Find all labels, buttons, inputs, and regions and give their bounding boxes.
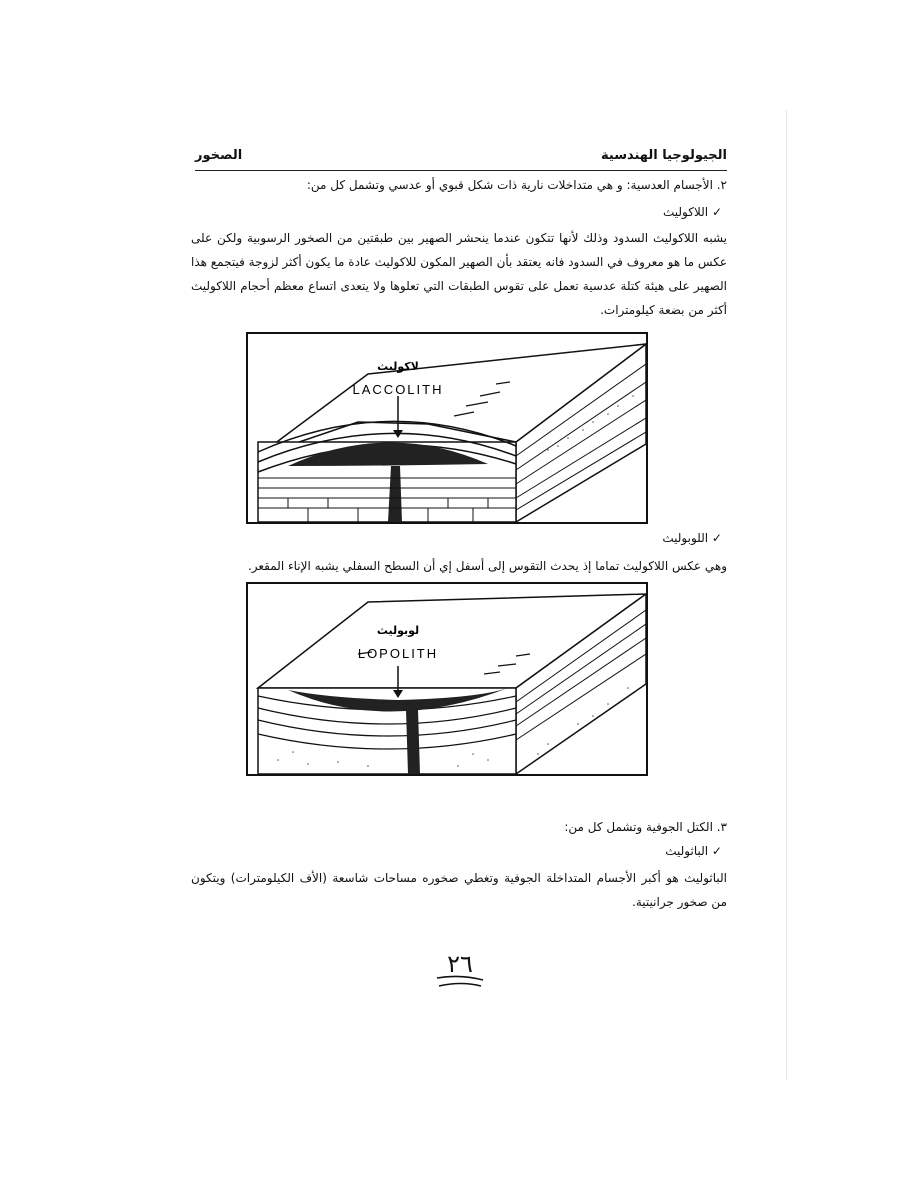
lopolith-text: وهي عكس اللاكوليث تماما إذ يحدث التقوس إلى أسفل إي أن السطح السفلي يشبه الإناء المقعر. (247, 559, 727, 573)
laccolith-paragraph: يشبه اللاكوليث السدود وذلك لأنها تتكون عندما ينحشر الصهير بين طبقتين من الصخور الرسوبية ولكن على عكس ما هو معروف في السدود فانه يعتقد بأن الصهير المكون للاكوليث عادة ما يكون أكثر لزوجة فيتجمع هذا الصهير على هيئة كتلة عدسية تعمل على تقوس الطبقات التي تعلوها ولا يتعدى اتساع معظم أحجام اللاكوليث أكثر من بضعة كيلومترات. (191, 231, 727, 317)
section2-heading: ٢. الأجسام العدسية: و هي متداخلات نارية ذات شكل قبوي أو عدسي وتشمل كل من: (306, 178, 727, 192)
lopolith-figure (246, 582, 648, 776)
laccolith-figure (246, 332, 648, 524)
lopolith-item: ✓ اللوبوليث (662, 531, 722, 545)
section3-heading: ٣. الكتل الجوفية وتشمل كل من: (564, 820, 727, 834)
lopolith-label-en: LOPOLITH (357, 646, 439, 661)
page-header (195, 148, 727, 171)
laccolith-item: ✓ اللاكوليث (663, 205, 722, 219)
page-number (425, 948, 495, 998)
lopolith-diagram (248, 584, 646, 774)
scan-edge-line (786, 110, 787, 1080)
laccolith-label-ar: لاكوليث (377, 360, 419, 373)
laccolith-label-en: LACCOLITH (352, 382, 444, 397)
batholith-paragraph: الباثوليث هو أكبر الأجسام المتداخلة الجوفية وتغطي صخوره مساحات شاسعة (الأف الكيلومترات) ويتكون من صخور جرانيتية. (191, 871, 727, 909)
page-number-text: ٢٦ (447, 950, 473, 978)
header-title-left: الصخور (195, 148, 243, 163)
batholith-item: ✓ الباثوليث (665, 844, 722, 858)
lopolith-label-ar: لوبوليث (376, 624, 420, 637)
laccolith-diagram (248, 334, 646, 522)
header-title-right: الجيولوجيا الهندسية (601, 148, 727, 163)
